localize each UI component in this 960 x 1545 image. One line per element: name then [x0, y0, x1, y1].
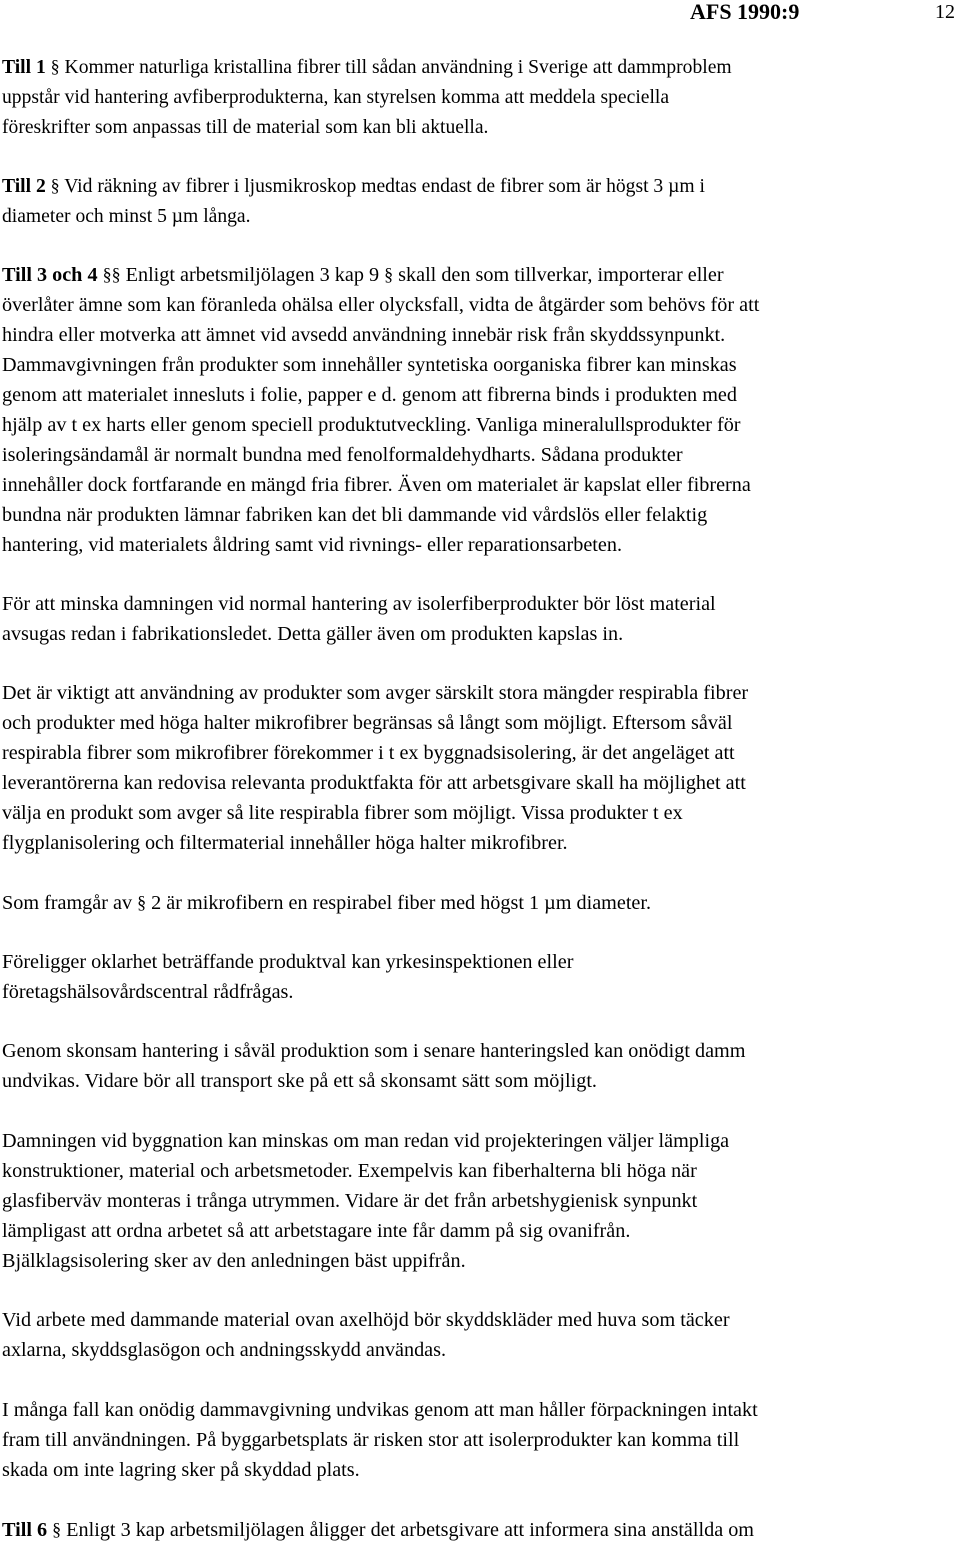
section-sign: § [50, 56, 60, 76]
paragraph-mikrofiber [2, 887, 952, 918]
text-line: glasfiberväv monteras i trånga utrymmen. Vidare är det från arbetshygienisk synpunkt [2, 1190, 698, 1212]
text-line: isoleringsändamål är normalt bundna med fenolformaldehydharts. Sådana produkter [2, 444, 683, 466]
paragraph-forpackning [2, 1395, 952, 1485]
text-line: respirabla fibrer som mikrofibrer förekommer i t ex byggnadsisolering, är det angeläget att [2, 742, 735, 764]
section-label: Till 3 och 4 [2, 264, 98, 286]
text-line: innehåller dock fortfarande en mängd fria fibrer. Även om materialet är kapslat eller fibrerna [2, 474, 751, 496]
text-line: Damningen vid byggnation kan minskas om man redan vid projekteringen väljer lämpliga [2, 1130, 730, 1152]
section-sign: § [50, 175, 60, 195]
text-span: skall den som tillverkar, importerar eller [393, 264, 724, 286]
paragraph-skonsam-hantering [2, 1036, 952, 1096]
text-line: Bjälklagsisolering sker av den anledningen bäst uppifrån. [2, 1250, 466, 1272]
paragraph-skyddsklader [2, 1305, 952, 1365]
text-span: Vid räkning av fibrer i ljusmikroskop medtas endast de fibrer som är högst 3 µm i [59, 176, 705, 197]
text-line: överlåter ämne som kan föranleda ohälsa eller olycksfall, vidta de åtgärder som behövs för att [2, 294, 760, 316]
text-line: fram till användningen. På byggarbetsplats är risken stor att isolerprodukter kan komma till [2, 1429, 740, 1451]
text-line: Genom skonsam hantering i såväl produktion som i senare hanteringsled kan onödigt damm [2, 1040, 746, 1062]
text-line: I många fall kan onödig dammavgivning undvikas genom att man håller förpackningen intakt [2, 1399, 758, 1421]
text-line: Vid arbete med dammande material ovan axelhöjd bör skyddskläder med huva som täcker [2, 1309, 730, 1331]
text-line: hantering, vid materialets åldring samt vid rivnings- eller reparationsarbeten. [2, 534, 622, 556]
paragraph-produktval [2, 947, 952, 1007]
text-span: 2 är mikrofibern en respirabel fiber med högst 1 µm diameter. [146, 892, 652, 914]
text-line [2, 170, 952, 202]
text-line: Föreligger oklarhet beträffande produktval kan yrkesinspektionen eller [2, 951, 574, 973]
section-sign: § [137, 892, 147, 912]
document-id: AFS 1990:9 [690, 0, 800, 24]
text-line: Dammavgivningen från produkter som innehåller syntetiska oorganiska fibrer kan minskas [2, 354, 737, 376]
text-line: hjälp av t ex harts eller genom speciell produktutveckling. Vanliga mineralullsprodukter för [2, 414, 741, 436]
text-line [2, 1514, 952, 1545]
section-sign: § [102, 264, 112, 284]
text-line: bundna när produkten lämnar fabriken kan det bli dammande vid vårdslös eller felaktig [2, 504, 708, 526]
paragraph-damning-hantering [2, 589, 952, 649]
text-line: välja en produkt som avger så lite respirabla fibrer som möjligt. Vissa produkter t ex [2, 802, 683, 824]
text-line: Det är viktigt att användning av produkter som avger särskilt stora mängder respirabla fibrer [2, 682, 749, 704]
section-label: Till 2 [2, 176, 46, 197]
text-line: företagshälsovårdscentral rådfrågas. [2, 981, 294, 1003]
section-sign: § [111, 264, 121, 284]
text-span: Som framgår av [2, 892, 133, 914]
paragraph-byggnation [2, 1126, 952, 1276]
section-sign: § [384, 264, 394, 284]
page-number: 12 [935, 1, 955, 23]
text-span: Enligt 3 kap arbetsmiljölagen åligger det arbetsgivare att informera sina anställda om [61, 1519, 754, 1541]
text-line [2, 887, 952, 918]
text-span: Kommer naturliga kristallina fibrer till sådan användning i Sverige att dammproblem [59, 57, 732, 78]
text-line: leverantörerna kan redovisa relevanta produktfakta för att arbetsgivare skall ha möjlighet att [2, 772, 746, 794]
text-line: undvikas. Vidare bör all transport ske på ett så skonsamt sätt som möjligt. [2, 1070, 597, 1092]
section-label: Till 6 [2, 1519, 48, 1541]
paragraph-respirabla-fibrer [2, 678, 952, 858]
paragraph-till-1 [2, 51, 952, 143]
text-line: skada om inte lagring sker på skyddad plats. [2, 1459, 360, 1481]
text-line [2, 259, 952, 290]
text-span: Enligt arbetsmiljölagen 3 kap 9 [120, 264, 380, 286]
text-line: flygplanisolering och filtermaterial innehåller höga halter mikrofibrer. [2, 832, 568, 854]
paragraph-till-6 [2, 1514, 952, 1545]
section-sign: § [52, 1519, 62, 1539]
text-line: konstruktioner, material och arbetsmetoder. Exempelvis kan fiberhalterna bli höga när [2, 1160, 697, 1182]
paragraph-till-2 [2, 170, 952, 232]
text-line [2, 51, 952, 83]
text-line: föreskrifter som anpassas till de material som kan bli aktuella. [2, 117, 489, 138]
text-line: lämpligast att ordna arbetet så att arbetstagare inte får damm på sig ovanifrån. [2, 1220, 631, 1242]
paragraph-till-3-och-4 [2, 259, 952, 560]
text-line: och produkter med höga halter mikrofibrer begränsas så långt som möjligt. Eftersom såväl [2, 712, 733, 734]
text-line: avsugas redan i fabrikationsledet. Detta gäller även om produkten kapslas in. [2, 623, 624, 645]
text-line: diameter och minst 5 µm långa. [2, 206, 251, 227]
text-line: För att minska damningen vid normal hantering av isolerfiberprodukter bör löst material [2, 593, 716, 615]
section-label: Till 1 [2, 57, 46, 78]
text-line: genom att materialet innesluts i folie, papper e d. genom att fibrerna binds i produkten med [2, 384, 737, 406]
text-line: hindra eller motverka att ämnet vid avsedd användning innebär risk från skyddssynpunkt. [2, 324, 726, 346]
text-line: uppstår vid hantering avfiberprodukterna, kan styrelsen komma att meddela speciella [2, 87, 670, 108]
text-line: axlarna, skyddsglasögon och andningsskydd användas. [2, 1339, 447, 1361]
